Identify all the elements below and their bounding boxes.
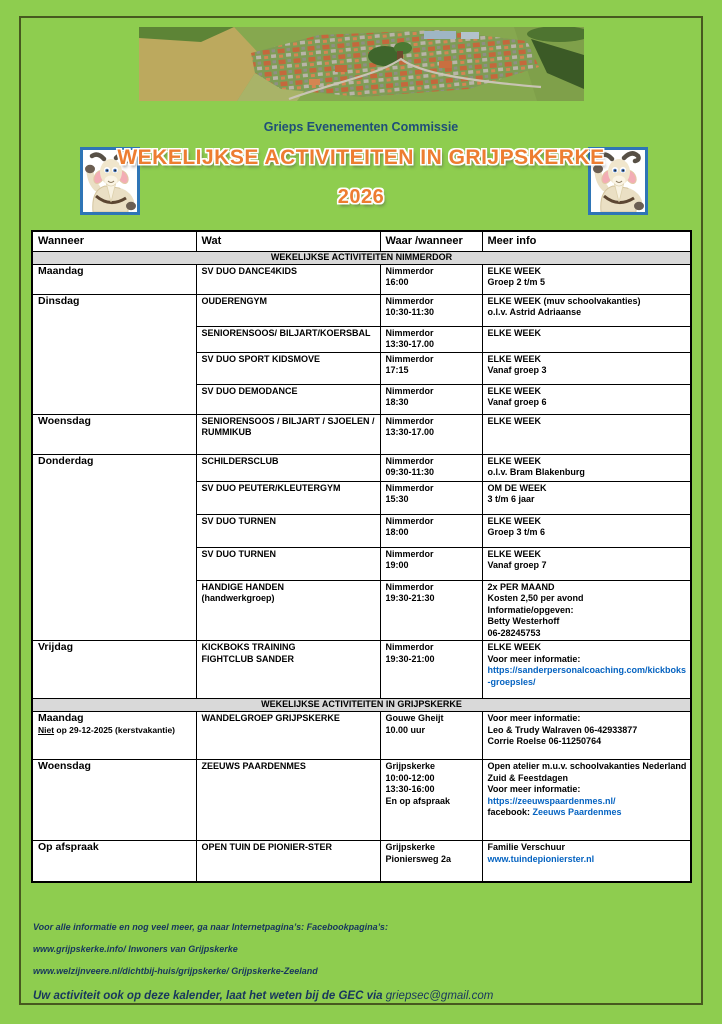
text: ELKE WEEK: [487, 385, 542, 396]
table-row: [32, 294, 691, 326]
table-header-row: [32, 231, 691, 251]
cell-line: [386, 397, 479, 409]
cell-meerinfo: [482, 641, 691, 699]
text: Maandag: [38, 264, 84, 277]
text: 13:30-17.00: [385, 339, 435, 349]
column-header-meer-info: Meer info: [482, 231, 691, 251]
text: 13:30-17.00: [385, 427, 435, 437]
cell-line: [488, 665, 688, 688]
text: 09:30-11:30: [385, 467, 435, 477]
cell-line: [386, 549, 479, 561]
text: Informatie/opgeven:: [487, 604, 574, 615]
text: (handwerkgroep): [201, 593, 275, 603]
cell-line: [488, 516, 688, 528]
text: Nimmerdor: [385, 455, 434, 466]
cell-line: [386, 761, 479, 773]
text: Voor meer informatie:: [487, 653, 581, 664]
cell-wat: [196, 641, 380, 699]
text: Open atelier m.u.v. schoolvakanties Nederland: [487, 761, 687, 771]
cell-line: [38, 761, 193, 773]
cell-wat: [196, 264, 380, 294]
cell-line: [488, 761, 688, 773]
cell-meerinfo: [482, 580, 691, 641]
cell-waar: [380, 352, 482, 384]
text: Kosten 2,50 per avond: [487, 593, 584, 603]
cell-wanneer: [32, 712, 196, 760]
text: Voor meer informatie:: [487, 713, 581, 723]
text: ELKE WEEK (muv schoolvakanties): [487, 295, 641, 306]
text: 06-28245753: [487, 627, 541, 638]
cell-line: [386, 725, 479, 737]
cell-line: [38, 266, 193, 278]
text: Nimmerdor: [385, 581, 434, 592]
text: SV DUO DEMODANCE: [201, 385, 298, 396]
cell-waar: [380, 641, 482, 699]
cell-line: [488, 307, 688, 319]
cell-line: [386, 386, 479, 398]
column-header-waar-wanneer: Waar /wanneer: [380, 231, 482, 251]
text: 10:30-11:30: [385, 307, 435, 317]
cell-line: [386, 277, 479, 289]
cell-meerinfo: [482, 481, 691, 514]
cell-wat: [196, 326, 380, 352]
text: ELKE WEEK: [487, 415, 542, 426]
cell-line: [488, 642, 688, 654]
cell-line: [202, 654, 377, 666]
text: ELKE WEEK: [487, 515, 542, 526]
cell-wanneer: [32, 264, 196, 294]
section-header-row: [32, 699, 691, 712]
cell-line: [386, 416, 479, 428]
cell-line: [202, 593, 377, 605]
village-aerial-photo: [139, 27, 584, 101]
cell-line: [202, 328, 377, 340]
section-header-label: WEKELIJKSE ACTIVITEITEN IN GRIJPSKERKE: [32, 699, 691, 712]
cell-line: [488, 654, 688, 666]
cell-line: [386, 467, 479, 479]
text: FIGHTCLUB SANDER: [201, 653, 294, 664]
cell-wat: [196, 384, 380, 414]
text: HANDIGE HANDEN: [201, 581, 285, 592]
cell-meerinfo: [482, 264, 691, 294]
cell-line: [202, 266, 377, 278]
text: Woensdag: [38, 414, 91, 427]
cell-meerinfo: [482, 414, 691, 454]
text: ELKE WEEK: [487, 265, 542, 276]
text: ELKE WEEK: [487, 642, 542, 652]
cell-line: [488, 456, 688, 468]
page-title: WEKELIJKSE ACTIVITEITEN IN GRIJPSKERKE: [117, 146, 605, 169]
text: Nimmerdor: [385, 548, 434, 559]
cell-line: [488, 549, 688, 561]
table-row: [32, 841, 691, 882]
cell-meerinfo: [482, 294, 691, 326]
text: ELKE WEEK: [487, 353, 542, 364]
cell-line: [488, 494, 688, 506]
cell-line: [488, 416, 688, 428]
cell-line: [38, 456, 193, 468]
text: 19:00: [385, 560, 409, 570]
cell-line: [488, 605, 688, 617]
link[interactable]: https://zeeuwspaardenmes.nl/: [487, 795, 616, 806]
footer: [33, 922, 673, 1002]
text: En op afspraak: [385, 795, 451, 806]
text: SV DUO TURNEN: [201, 548, 277, 559]
cell-line: [38, 713, 193, 725]
cell-line: [386, 296, 479, 308]
link[interactable]: https://sanderpersonalcoaching.com/kickboks-groepsles/: [487, 665, 687, 687]
cell-line: [38, 642, 193, 654]
cell-line: [386, 796, 479, 808]
cell-line: [488, 593, 688, 605]
cell-line: [488, 277, 688, 289]
cell-waar: [380, 712, 482, 760]
cell-line: [488, 796, 688, 808]
cell-line: [488, 527, 688, 539]
cell-line: [202, 516, 377, 528]
cell-line: [488, 628, 688, 640]
text: Groep 3 t/m 6: [487, 527, 546, 537]
text: Maandag: [38, 712, 84, 724]
cell-line: [386, 784, 479, 796]
cell-wanneer: [32, 414, 196, 454]
cell-waar: [380, 264, 482, 294]
text: 13:30-16:00: [385, 784, 435, 794]
cell-meerinfo: [482, 841, 691, 882]
cell-line: [488, 354, 688, 366]
text: RUMMIKUB: [201, 427, 252, 437]
cell-wanneer: [32, 294, 196, 414]
cell-wat: [196, 454, 380, 481]
text: Woensdag: [38, 760, 91, 772]
text: Betty Westerhoff: [487, 616, 560, 626]
cell-wat: [196, 580, 380, 641]
text: Nimmerdor: [385, 353, 434, 364]
cell-line: [488, 842, 688, 854]
cell-line: [202, 642, 377, 654]
text: Corrie Roelse 06-11250764: [487, 736, 602, 746]
text: Grijpskerke: [385, 842, 436, 852]
text: WANDELGROEP GRIJPSKERKE: [201, 713, 340, 723]
cell-line: [386, 642, 479, 654]
cell-wat: [196, 760, 380, 841]
text: Nimmerdor: [385, 515, 434, 526]
cell-line: [488, 736, 688, 748]
text: 19:30-21:30: [385, 593, 435, 603]
cell-line: [488, 386, 688, 398]
text-underlined: Niet: [38, 724, 55, 735]
table-row: [32, 712, 691, 760]
cell-line: [202, 296, 377, 308]
activities-table-body: [32, 251, 691, 882]
text: 10.00 uur: [385, 724, 426, 735]
cell-line: [202, 354, 377, 366]
cell-line: [386, 654, 479, 666]
text: 3 t/m 6 jaar: [487, 494, 535, 504]
cell-line: [488, 328, 688, 340]
text: SV DUO DANCE4KIDS: [201, 265, 298, 276]
text: Dinsdag: [38, 294, 80, 307]
text: Voor meer informatie:: [487, 784, 581, 794]
table-row: [32, 454, 691, 481]
text: SV DUO TURNEN: [201, 515, 277, 526]
cell-wanneer: [32, 454, 196, 641]
cell-waar: [380, 481, 482, 514]
link[interactable]: Zeeuws Paardenmes: [532, 807, 622, 817]
cell-line: Niet op 29-12-2025 (kerstvakantie): [38, 724, 176, 735]
text: Op afspraak: [38, 841, 99, 853]
cell-line: [386, 456, 479, 468]
cell-wanneer: [32, 641, 196, 699]
text: Donderdag: [38, 454, 94, 467]
cell-line: [38, 416, 193, 428]
text: 17:15: [385, 365, 409, 375]
section-header-row: [32, 251, 691, 264]
cell-line: [386, 427, 479, 439]
cell-line: [386, 854, 479, 866]
text: Grijpskerke: [385, 761, 436, 771]
cell-wanneer: [32, 760, 196, 841]
cell-waar: [380, 580, 482, 641]
cell-line: [386, 339, 479, 351]
cell-meerinfo: [482, 326, 691, 352]
cell-line: [386, 593, 479, 605]
page-year: 2026: [337, 186, 385, 208]
cell-line: [202, 386, 377, 398]
text: Zuid & Feestdagen: [487, 772, 569, 783]
cell-line: [386, 483, 479, 495]
text: 19:30-21:00: [385, 653, 435, 664]
cell-meerinfo: [482, 547, 691, 580]
cell-meerinfo: [482, 760, 691, 841]
cell-waar: [380, 841, 482, 882]
text: Familie Verschuur: [487, 842, 566, 852]
cell-line: [488, 713, 688, 725]
cell-line: [488, 483, 688, 495]
cell-line: [488, 560, 688, 572]
cell-wat: [196, 352, 380, 384]
text: 2x PER MAAND: [487, 581, 555, 592]
cell-line: [386, 842, 479, 854]
footer-email[interactable]: griepsec@gmail.com: [385, 990, 494, 1002]
cell-line: [386, 307, 479, 319]
text: facebook:: [487, 807, 533, 817]
text: SENIORENSOOS / BILJART / SJOELEN /: [201, 415, 375, 426]
text: o.l.v. Astrid Adriaanse: [487, 307, 582, 317]
cell-wat: [196, 481, 380, 514]
activities-table-wrap: [31, 230, 692, 883]
cell-waar: [380, 514, 482, 547]
text: ELKE WEEK: [487, 548, 542, 559]
text: SENIORENSOOS/ BILJART/KOERSBAL: [201, 327, 371, 338]
text: OUDERENGYM: [201, 295, 268, 306]
text: SV DUO PEUTER/KLEUTERGYM: [201, 482, 341, 493]
footer-line-1: Voor alle informatie en nog veel meer, ga naar Internetpagina’s: Facebookpagina’s:: [33, 922, 388, 932]
cell-line: [38, 296, 193, 308]
cell-line: [488, 854, 688, 866]
cell-line: [488, 296, 688, 308]
cell-line: [386, 713, 479, 725]
text: SCHILDERSCLUB: [201, 455, 279, 466]
text: ZEEUWS PAARDENMES: [201, 761, 306, 771]
cell-wat: [196, 841, 380, 882]
cell-line: [386, 354, 479, 366]
cell-line: [488, 266, 688, 278]
cell-wat: [196, 414, 380, 454]
cell-waar: [380, 760, 482, 841]
cell-line: [488, 616, 688, 628]
footer-line-2: www.grijpskerke.info/ Inwoners van Grijpskerke: [33, 944, 238, 954]
cell-meerinfo: [482, 352, 691, 384]
text: Nimmerdor: [385, 482, 434, 493]
cell-line: [488, 582, 688, 594]
text: Nimmerdor: [385, 642, 434, 652]
cell-line: [488, 773, 688, 785]
text: Nimmerdor: [385, 295, 434, 306]
cell-waar: [380, 454, 482, 481]
link[interactable]: www.tuindepionierster.nl: [487, 853, 595, 864]
cell-waar: [380, 414, 482, 454]
cell-waar: [380, 547, 482, 580]
text: Nimmerdor: [385, 385, 434, 396]
cell-line: [386, 560, 479, 572]
column-header-wat: Wat: [196, 231, 380, 251]
text: Nimmerdor: [385, 265, 434, 276]
cell-waar: [380, 294, 482, 326]
footer-line-3: www.welzijnveere.nl/dichtbij-huis/grijpskerke/ Grijpskerke-Zeeland: [33, 966, 318, 976]
cell-line: [386, 582, 479, 594]
cell-line: [202, 713, 377, 725]
cell-line: [488, 365, 688, 377]
text: 18:00: [385, 527, 409, 537]
cell-line: [38, 842, 193, 854]
cell-wanneer: [32, 841, 196, 882]
cell-line: [386, 516, 479, 528]
cell-wat: [196, 547, 380, 580]
cell-line: [386, 365, 479, 377]
text: OPEN TUIN DE PIONIER-STER: [201, 842, 333, 852]
cell-line: [202, 549, 377, 561]
text: Gouwe Gheijt: [385, 713, 444, 723]
text: 15:30: [385, 494, 409, 504]
text: o.l.v. Bram Blakenburg: [487, 467, 585, 477]
cell-waar: [380, 384, 482, 414]
footer-line-4-text: Uw activiteit ook op deze kalender, laat het weten bij de GEC via: [33, 990, 386, 1002]
text: Nimmerdor: [385, 415, 434, 426]
cell-waar: [380, 326, 482, 352]
cell-line: [488, 397, 688, 409]
cell-meerinfo: [482, 454, 691, 481]
text: Vanaf groep 7: [487, 560, 547, 570]
cell-line: [202, 416, 377, 428]
cell-wat: [196, 294, 380, 326]
cell-line: [488, 784, 688, 796]
table-row: [32, 641, 691, 699]
text: SV DUO SPORT KIDSMOVE: [201, 353, 321, 364]
text: Vrijdag: [38, 641, 74, 653]
text: KICKBOKS TRAINING: [201, 642, 296, 652]
cell-line: [386, 773, 479, 785]
organization-title: Grieps Evenementen Commissie: [263, 120, 459, 134]
cell-line: [386, 328, 479, 340]
activities-table: [31, 230, 692, 883]
text: 16:00: [385, 277, 409, 287]
cell-line: [202, 842, 377, 854]
cell-line: [202, 761, 377, 773]
cell-meerinfo: [482, 384, 691, 414]
cell-line: [488, 467, 688, 479]
table-row: [32, 414, 691, 454]
text: Vanaf groep 3: [487, 365, 547, 375]
cell-line: [386, 266, 479, 278]
text: ELKE WEEK: [487, 327, 542, 338]
footer-line-4: [33, 990, 673, 1002]
text: 10:00-12:00: [385, 772, 435, 783]
text: Nimmerdor: [385, 327, 434, 338]
cell-line: [202, 456, 377, 468]
text: Leo & Trudy Walraven 06-42933877: [487, 724, 638, 735]
text: OM DE WEEK: [487, 482, 547, 493]
text: Vanaf groep 6: [487, 397, 547, 407]
section-header-label: WEKELIJKSE ACTIVITEITEN NIMMERDOR: [32, 251, 691, 264]
cell-line: [202, 427, 377, 439]
text: ELKE WEEK: [487, 455, 542, 466]
table-row: [32, 760, 691, 841]
cell-line: [202, 483, 377, 495]
table-row: [32, 264, 691, 294]
text: Pioniersweg 2a: [385, 853, 452, 864]
text: 18:30: [385, 397, 409, 407]
cell-wat: [196, 712, 380, 760]
cell-line: [488, 807, 688, 819]
cell-meerinfo: [482, 712, 691, 760]
cell-wat: [196, 514, 380, 547]
cell-meerinfo: [482, 514, 691, 547]
cell-line: [386, 527, 479, 539]
aerial-photo-illustration: [139, 27, 584, 101]
cell-line: [386, 494, 479, 506]
column-header-wanneer: Wanneer: [32, 231, 196, 251]
cell-line: [488, 725, 688, 737]
text: Groep 2 t/m 5: [487, 277, 546, 287]
cell-line: [202, 582, 377, 594]
